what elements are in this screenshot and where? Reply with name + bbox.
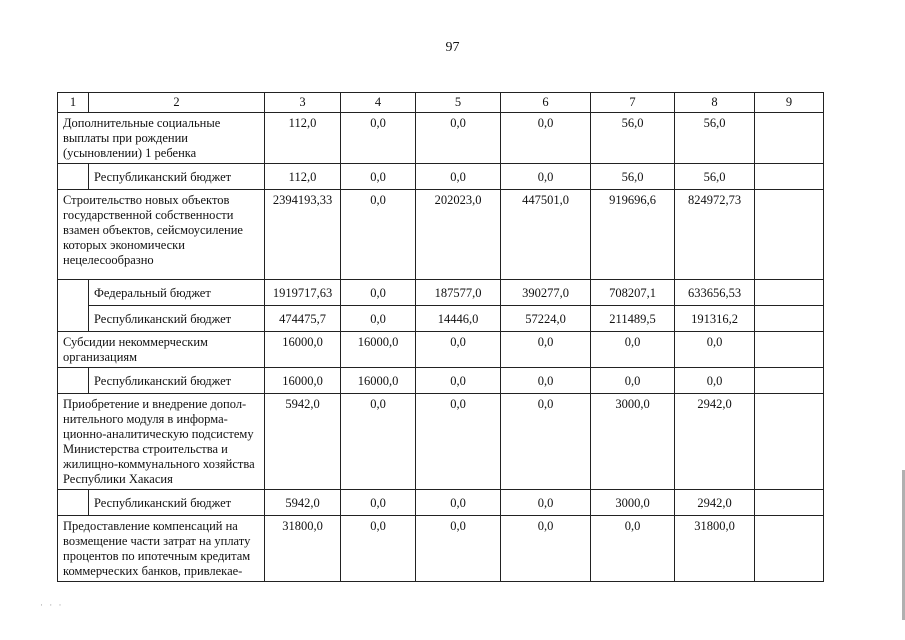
- header-cell: 5: [416, 93, 501, 113]
- budget-source-row: [58, 280, 824, 306]
- value-cell: 0,0: [416, 394, 501, 490]
- note-cell: [755, 164, 824, 190]
- budget-source-name: Республиканский бюджет: [89, 368, 265, 394]
- value-cell: 56,0: [591, 113, 675, 164]
- value-cell: 0,0: [501, 490, 591, 516]
- value-cell: 0,0: [501, 394, 591, 490]
- header-cell: 6: [501, 93, 591, 113]
- value-cell: 0,0: [675, 332, 755, 368]
- value-cell: 16000,0: [265, 368, 341, 394]
- value-cell: 0,0: [416, 516, 501, 582]
- value-cell: 0,0: [416, 164, 501, 190]
- value-cell: 31800,0: [265, 516, 341, 582]
- value-cell: 633656,53: [675, 280, 755, 306]
- header-row: [58, 93, 824, 113]
- value-cell: 919696,6: [591, 190, 675, 280]
- program-name: Строительство новых объектов государственной собственности взамен объектов, сейсмоусиление которых экономически нецелесообразно: [58, 190, 265, 280]
- header-cell: 8: [675, 93, 755, 113]
- value-cell: 1919717,63: [265, 280, 341, 306]
- page-number: 97: [445, 40, 460, 55]
- value-cell: 56,0: [591, 164, 675, 190]
- program-row: [58, 113, 824, 164]
- value-cell: 112,0: [265, 113, 341, 164]
- value-cell: 0,0: [341, 280, 416, 306]
- value-cell: 3000,0: [591, 490, 675, 516]
- value-cell: 0,0: [341, 190, 416, 280]
- note-cell: [755, 394, 824, 490]
- value-cell: 56,0: [675, 113, 755, 164]
- program-name: Предоставление компенсаций на возмещение части затрат на уплату процентов по ипотечным кредитам коммерческих банков, привлекае-: [58, 516, 265, 582]
- value-cell: 708207,1: [591, 280, 675, 306]
- value-cell: 5942,0: [265, 394, 341, 490]
- value-cell: 0,0: [591, 368, 675, 394]
- value-cell: 16000,0: [341, 332, 416, 368]
- value-cell: 0,0: [416, 332, 501, 368]
- budget-source-row: [58, 490, 824, 516]
- value-cell: 2942,0: [675, 490, 755, 516]
- value-cell: 824972,73: [675, 190, 755, 280]
- value-cell: 0,0: [341, 306, 416, 332]
- program-name: Приобретение и внедрение допол-нительного модуля в информа-ционно-аналитическую подсистему Министерства строительства и жилищно-коммунального хозяйства Республики Хакасия: [58, 394, 265, 490]
- header-cell: 2: [89, 93, 265, 113]
- note-cell: [755, 190, 824, 280]
- value-cell: 0,0: [501, 332, 591, 368]
- value-cell: 0,0: [501, 113, 591, 164]
- program-row: [58, 190, 824, 280]
- value-cell: 447501,0: [501, 190, 591, 280]
- program-row: [58, 516, 824, 582]
- value-cell: 0,0: [591, 332, 675, 368]
- indent-cell: [58, 280, 89, 332]
- value-cell: 31800,0: [675, 516, 755, 582]
- note-cell: [755, 516, 824, 582]
- indent-cell: [58, 368, 89, 394]
- value-cell: 2942,0: [675, 394, 755, 490]
- note-cell: [755, 490, 824, 516]
- note-cell: [755, 368, 824, 394]
- note-cell: [755, 280, 824, 306]
- value-cell: 390277,0: [501, 280, 591, 306]
- value-cell: 0,0: [591, 516, 675, 582]
- value-cell: 0,0: [341, 490, 416, 516]
- budget-source-name: Республиканский бюджет: [89, 490, 265, 516]
- header-cell: 4: [341, 93, 416, 113]
- value-cell: 0,0: [416, 490, 501, 516]
- value-cell: 0,0: [416, 113, 501, 164]
- value-cell: 202023,0: [416, 190, 501, 280]
- budget-table: [57, 92, 824, 582]
- budget-source-row: [58, 164, 824, 190]
- budget-source-name: Федеральный бюджет: [89, 280, 265, 306]
- indent-cell: [58, 490, 89, 516]
- value-cell: 0,0: [341, 394, 416, 490]
- value-cell: 474475,7: [265, 306, 341, 332]
- header-cell: 7: [591, 93, 675, 113]
- note-cell: [755, 113, 824, 164]
- value-cell: 56,0: [675, 164, 755, 190]
- value-cell: 0,0: [501, 164, 591, 190]
- value-cell: 2394193,33: [265, 190, 341, 280]
- value-cell: 187577,0: [416, 280, 501, 306]
- value-cell: 191316,2: [675, 306, 755, 332]
- note-cell: [755, 332, 824, 368]
- header-cell: 9: [755, 93, 824, 113]
- program-name: Субсидии некоммерческим организациям: [58, 332, 265, 368]
- program-row: [58, 394, 824, 490]
- value-cell: 0,0: [341, 164, 416, 190]
- value-cell: 0,0: [416, 368, 501, 394]
- budget-source-row: [58, 306, 824, 332]
- indent-cell: [58, 164, 89, 190]
- note-cell: [755, 306, 824, 332]
- value-cell: 5942,0: [265, 490, 341, 516]
- value-cell: 0,0: [341, 113, 416, 164]
- value-cell: 0,0: [341, 516, 416, 582]
- value-cell: 0,0: [675, 368, 755, 394]
- value-cell: 112,0: [265, 164, 341, 190]
- budget-source-name: Республиканский бюджет: [89, 164, 265, 190]
- budget-source-name: Республиканский бюджет: [89, 306, 265, 332]
- value-cell: 3000,0: [591, 394, 675, 490]
- value-cell: 57224,0: [501, 306, 591, 332]
- header-cell: 1: [58, 93, 89, 113]
- value-cell: 0,0: [501, 368, 591, 394]
- scan-artifact: · · ·: [40, 600, 64, 610]
- program-row: [58, 332, 824, 368]
- program-name: Дополнительные социальные выплаты при рождении (усыновлении) 1 ребенка: [58, 113, 265, 164]
- value-cell: 16000,0: [265, 332, 341, 368]
- value-cell: 14446,0: [416, 306, 501, 332]
- value-cell: 16000,0: [341, 368, 416, 394]
- value-cell: 0,0: [501, 516, 591, 582]
- header-cell: 3: [265, 93, 341, 113]
- value-cell: 211489,5: [591, 306, 675, 332]
- budget-source-row: [58, 368, 824, 394]
